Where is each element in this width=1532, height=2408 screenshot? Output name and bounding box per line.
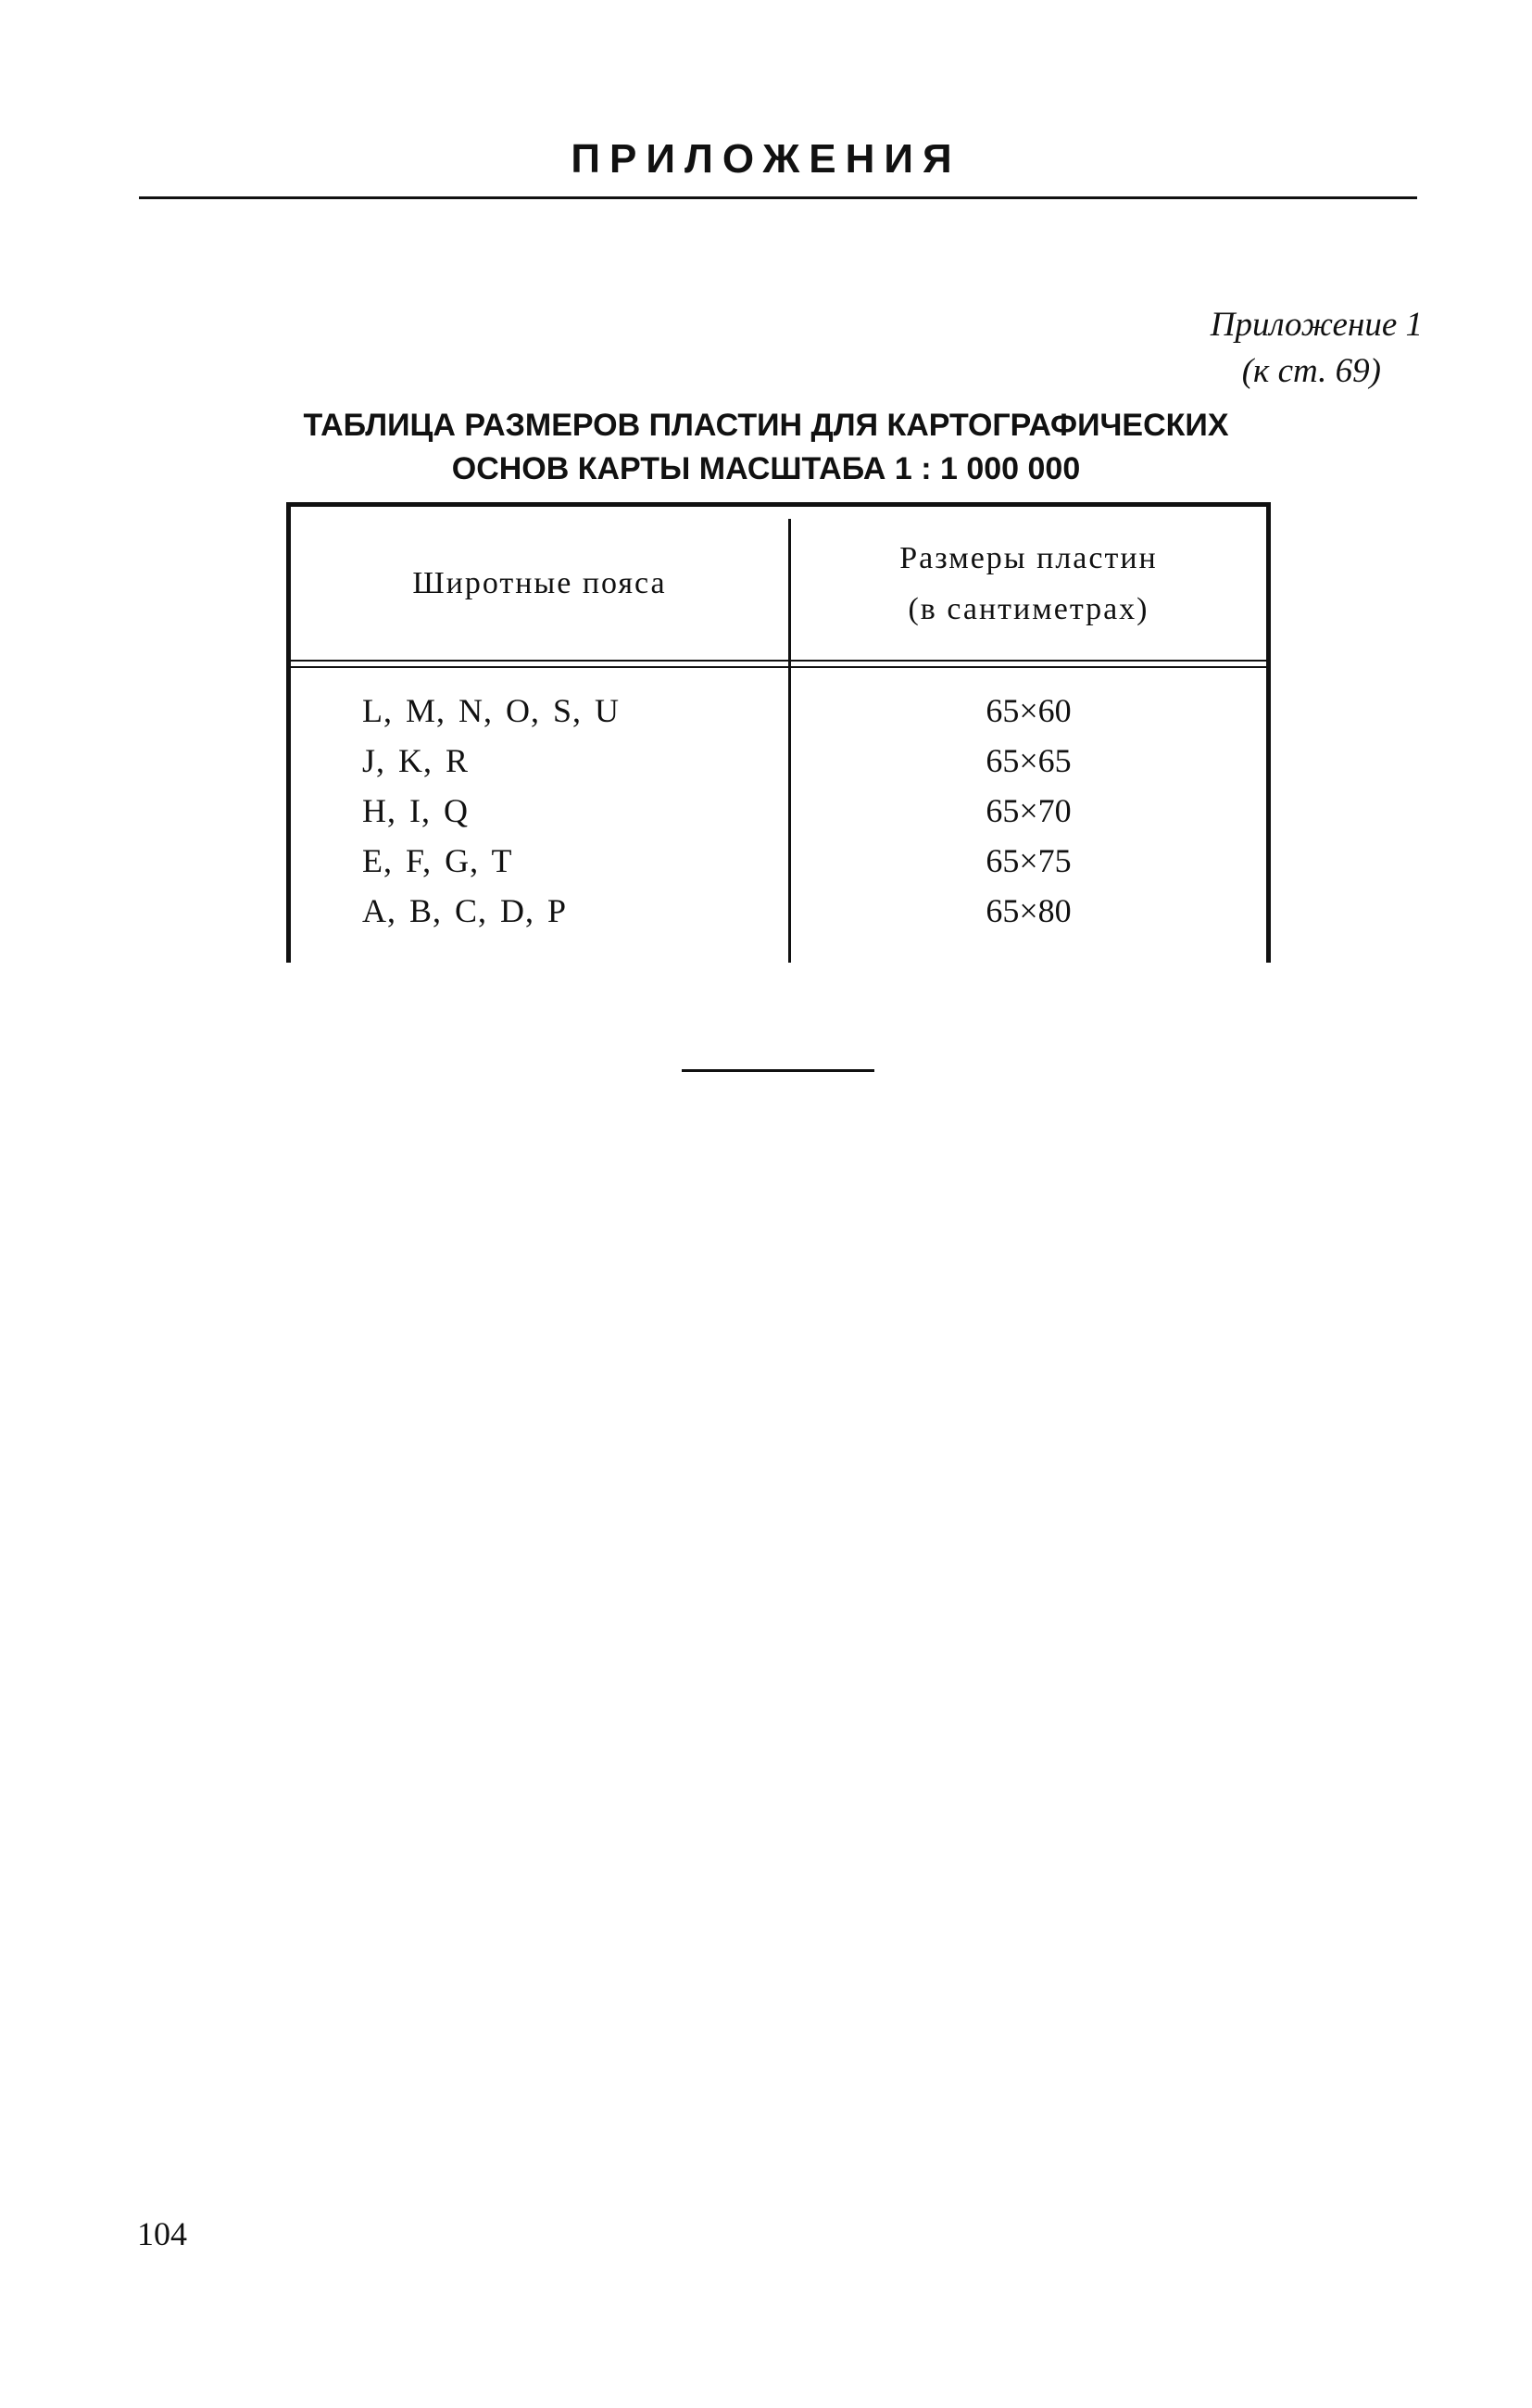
appendix-page-ref: (к ст. 69) bbox=[1241, 352, 1381, 390]
appendix-label: Приложение 1 bbox=[1210, 306, 1423, 344]
table-title-line-1: ТАБЛИЦА РАЗМЕРОВ ПЛАСТИН ДЛЯ КАРТОГРАФИЧЕСКИХ bbox=[303, 408, 1229, 443]
plate-size-cell: 65×60 bbox=[986, 692, 1072, 729]
table-right-border bbox=[1266, 502, 1271, 963]
table-title bbox=[0, 404, 1532, 491]
latitude-zones-cell: A, B, C, D, P bbox=[362, 892, 568, 929]
header-rule bbox=[139, 196, 1417, 199]
table-header-separator-second bbox=[291, 666, 1266, 668]
table-title-line-2: ОСНОВ КАРТЫ МАСШТАБА 1 : 1 000 000 bbox=[451, 451, 1081, 486]
header-plate-sizes-line-2: (в сантиметрах) bbox=[908, 591, 1149, 626]
table-body bbox=[291, 686, 1266, 936]
section-title: ПРИЛОЖЕНИЯ bbox=[571, 136, 961, 182]
table-row bbox=[291, 886, 1266, 936]
plate-size-cell: 65×75 bbox=[986, 842, 1072, 879]
table-row bbox=[291, 786, 1266, 836]
table-row bbox=[291, 686, 1266, 736]
table-header-separator bbox=[291, 660, 1266, 662]
plate-size-cell: 65×65 bbox=[986, 742, 1072, 779]
header-plate-sizes bbox=[791, 507, 1266, 660]
table-row bbox=[291, 836, 1266, 886]
latitude-zones-cell: L, M, N, O, S, U bbox=[362, 692, 621, 729]
plate-size-cell: 65×80 bbox=[986, 892, 1072, 929]
end-rule bbox=[682, 1069, 874, 1072]
appendix-reference bbox=[1211, 302, 1423, 395]
header-latitude-zones bbox=[291, 507, 788, 660]
header-plate-sizes-line-1: Размеры пластин bbox=[899, 540, 1158, 575]
latitude-zones-cell: J, K, R bbox=[362, 742, 470, 779]
plate-size-cell: 65×70 bbox=[986, 792, 1072, 829]
latitude-zones-cell: H, I, Q bbox=[362, 792, 469, 829]
table-row bbox=[291, 736, 1266, 786]
latitude-zones-cell: E, F, G, T bbox=[362, 842, 513, 879]
plate-size-table bbox=[286, 502, 1271, 963]
page-number: 104 bbox=[137, 2215, 187, 2252]
header-latitude-zones-label: Широтные пояса bbox=[412, 566, 667, 600]
